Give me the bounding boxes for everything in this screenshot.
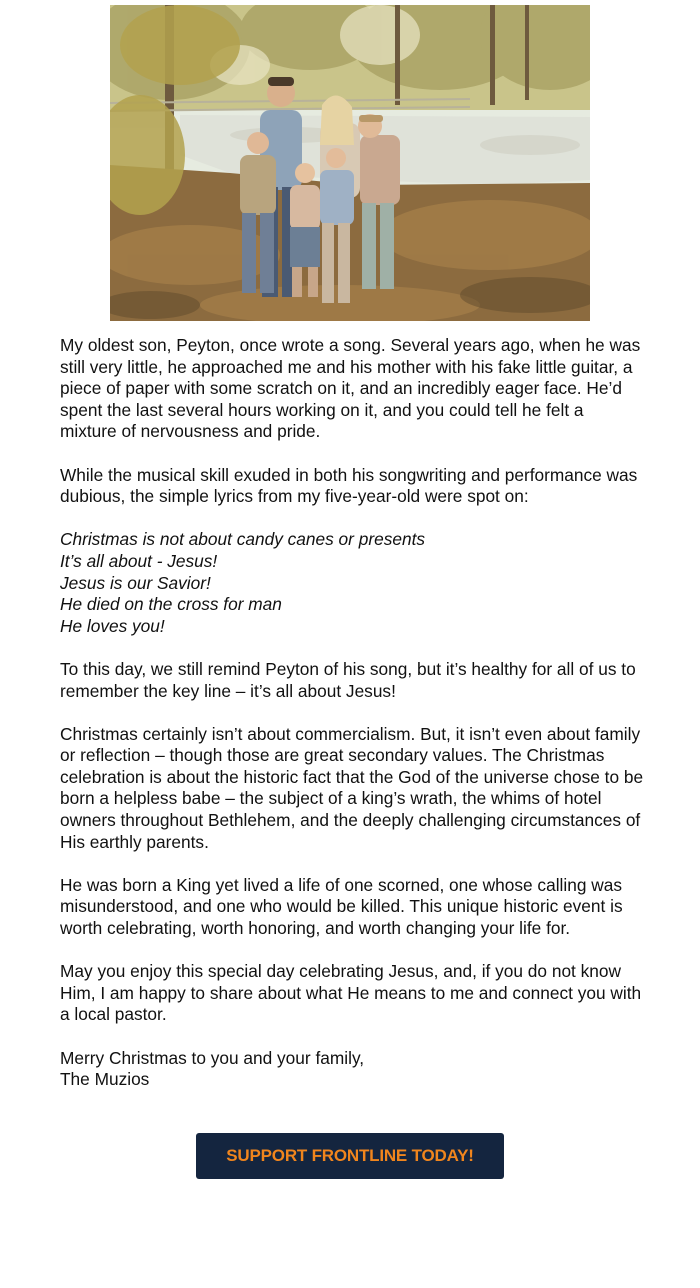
lyric-line: Christmas is not about candy canes or presents bbox=[60, 529, 426, 550]
signature-block bbox=[60, 1048, 644, 1091]
family-photo-image bbox=[110, 5, 590, 321]
paragraph-lyrics-intro: While the musical skill exuded in both his songwriting and performance was dubious, the simple lyrics from my five-year-old were spot on: bbox=[60, 464, 638, 507]
closing-line: Merry Christmas to you and your family, bbox=[60, 1047, 365, 1068]
song-lyrics bbox=[60, 529, 644, 637]
lyric-line: It’s all about - Jesus! bbox=[60, 550, 218, 571]
paragraph-king: He was born a King yet lived a life of one scorned, one whose calling was misunderstood, and one who would be killed. This unique historic event is worth celebrating, worth honoring, and worth changing your life for. bbox=[60, 874, 623, 939]
paragraph-song-story: My oldest son, Peyton, once wrote a song. Several years ago, when he was still very little, he approached me and his mother with his fake little guitar, a piece of paper with some scratch on it, and an incredibly eager face. He’d spent the last several hours working on it, and you could tell he felt a mixture of nervousness and pride. bbox=[60, 335, 641, 442]
support-frontline-button[interactable]: SUPPORT FRONTLINE TODAY! bbox=[196, 1133, 504, 1179]
letter-body bbox=[60, 335, 644, 1112]
paragraph-key-line: To this day, we still remind Peyton of his song, but it’s healthy for all of us to remember the key line – it’s all about Jesus! bbox=[60, 658, 636, 701]
signature-name: The Muzios bbox=[60, 1069, 150, 1090]
paragraph-meaning: Christmas certainly isn’t about commercialism. But, it isn’t even about family or reflection – though those are great secondary values. The Christmas celebration is about the historic fact that the God of the universe chose to be born a helpless babe – the subject of a king’s wrath, the whims of hotel owners throughout Bethlehem, and the deeply challenging circumstances of His earthly parents. bbox=[60, 723, 644, 852]
paragraph-invitation: May you enjoy this special day celebrating Jesus, and, if you do not know Him, I am happy to share about what He means to me and connect you with a local pastor. bbox=[60, 961, 642, 1025]
lyric-line: Jesus is our Savior! bbox=[60, 572, 211, 593]
lyric-line: He died on the cross for man bbox=[60, 594, 282, 615]
lyric-line: He loves you! bbox=[60, 615, 165, 636]
